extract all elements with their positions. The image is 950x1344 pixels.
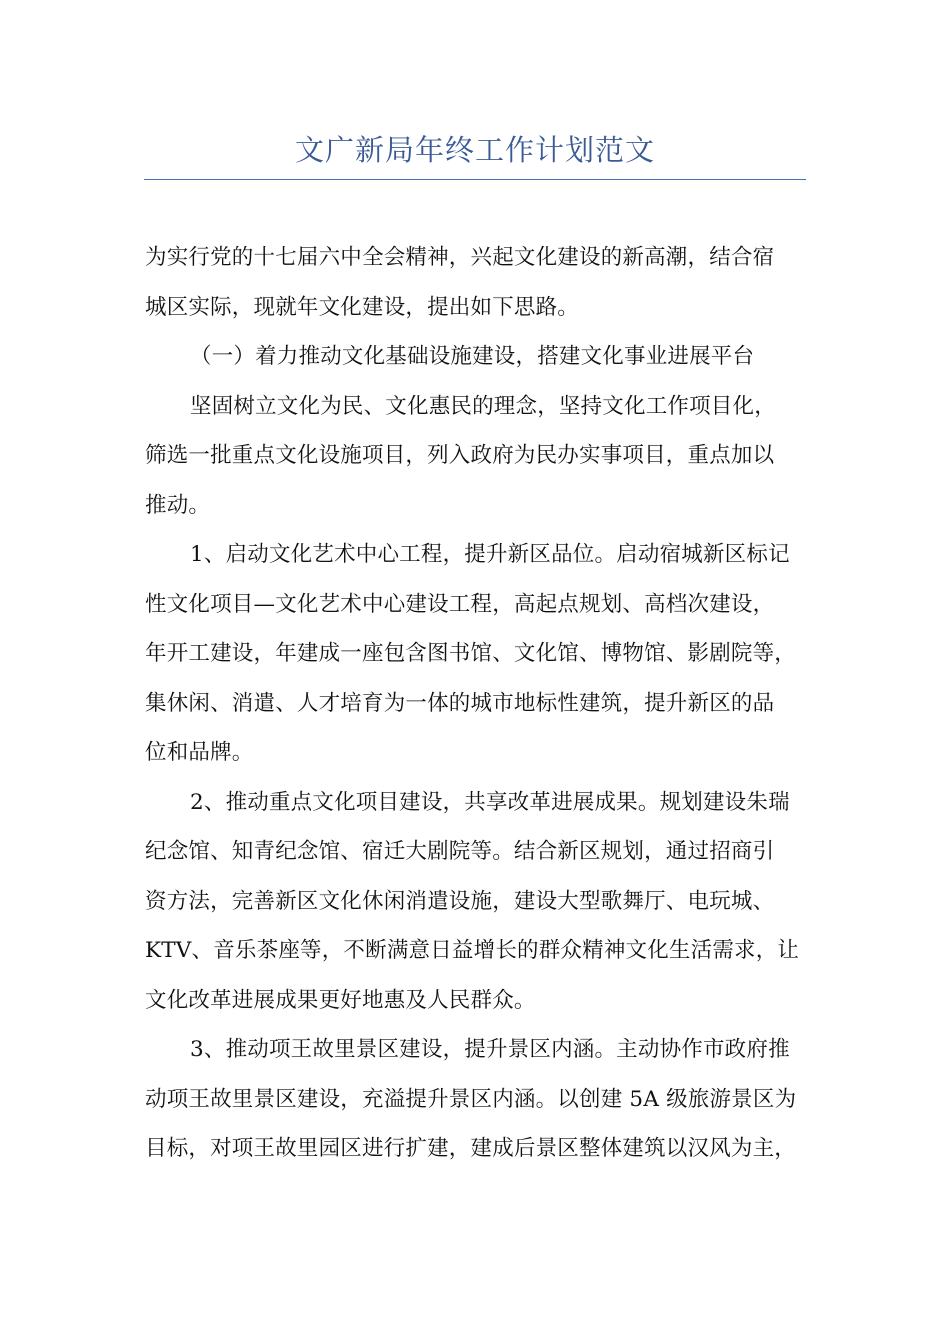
text-line: 2、推动重点文化项目建设，共享改革进展成果。规划建设朱瑞 <box>190 789 790 815</box>
text-line: 筛选一批重点文化设施项目，列入政府为民办实事项目，重点加以 <box>145 443 775 468</box>
text-line: 城区实际，现就年文化建设，提出如下思路。 <box>145 294 580 320</box>
section-heading: （一）着力推动文化基础设施建设，搭建文化事业进展平台 <box>190 344 755 369</box>
text-line: 位和品牌。 <box>145 740 254 765</box>
text-line: 坚固树立文化为民、文化惠民的理念，坚持文化工作项目化， <box>190 393 776 419</box>
text-line: 推动。 <box>145 492 211 518</box>
title-underline <box>144 179 806 180</box>
text-line: 年开工建设，年建成一座包含图书馆、文化馆、博物馆、影剧院等， <box>145 641 797 666</box>
text-line: 为实行党的十七届六中全会精神，兴起文化建设的新高潮，结合宿 <box>145 245 775 270</box>
text-line: 纪念馆、知青纪念馆、宿迁大剧院等。结合新区规划，通过招商引 <box>145 839 775 864</box>
document-title: 文广新局年终工作计划范文 <box>294 133 655 167</box>
text-line: 资方法，完善新区文化休闲消遣设施，建设大型歌舞厅、电玩城、 <box>145 888 775 914</box>
text-line: 目标，对项王故里园区进行扩建，建成后景区整体建筑以汉风为主， <box>145 1136 797 1161</box>
document-body <box>145 233 820 1174</box>
text-line: 性文化项目—文化艺术中心建设工程，高起点规划、高档次建设， <box>145 591 775 617</box>
text-line: 集休闲、消遣、人才培育为一体的城市地标性建筑，提升新区的品 <box>145 690 775 716</box>
text-line: KTV、音乐茶座等，不断满意日益增长的群众精神文化生活需求，让 <box>145 938 800 963</box>
text-line: 1、启动文化艺术中心工程，提升新区品位。启动宿城新区标记 <box>190 542 790 567</box>
text-line: 3、推动项王故里景区建设，提升景区内涵。主动协作市政府推 <box>190 1037 790 1062</box>
text-line: 文化改革进展成果更好地惠及人民群众。 <box>145 987 536 1013</box>
text-line: 动项王故里景区建设，充溢提升景区内涵。以创建 5A 级旅游景区为 <box>145 1086 797 1112</box>
